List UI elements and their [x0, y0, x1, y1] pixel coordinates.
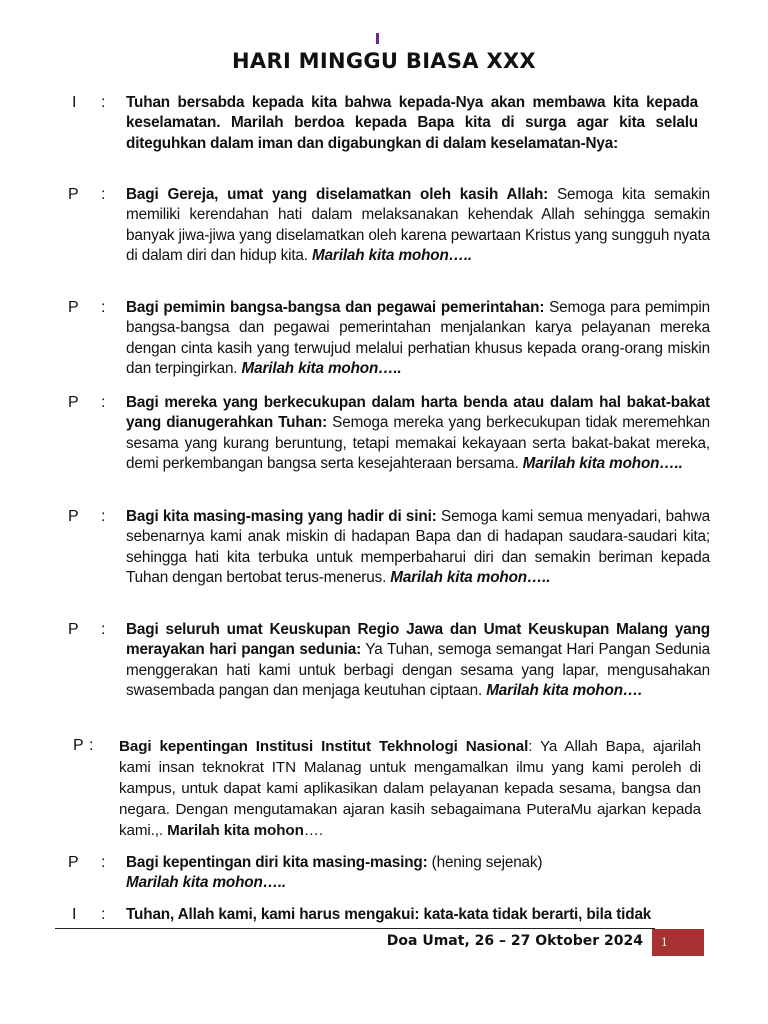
- prayer-body: Ya Tuhan, semoga semangat Hari Pangan Sedunia menggerakan hati kami untuk berbagi dengan sesama yang lapar, mengusahakan swasembada pangan dan menjaga keutuhan ciptaan.: [126, 641, 710, 699]
- prayer-response: Marilah kita mohon….: [486, 681, 643, 699]
- colon: :: [101, 394, 106, 411]
- prayer-heading: Bagi kita masing-masing yang hadir di sini:: [126, 508, 437, 525]
- prayer-heading: Bagi kepentingan Institusi Institut Tekhnologi Nasional: [119, 738, 529, 755]
- colon: :: [101, 906, 106, 923]
- speaker-label: P: [68, 854, 79, 871]
- prayer-heading: Bagi Gereja, umat yang diselamatkan oleh kasih Allah:: [126, 186, 549, 203]
- prayer-response: Marilah kita mohon: [167, 822, 304, 839]
- prayer-response: Marilah kita mohon…..: [311, 246, 473, 264]
- speaker-label: P: [68, 394, 79, 411]
- page-number-badge: [652, 929, 704, 956]
- footer-divider: [55, 928, 655, 929]
- prayer-heading: Bagi kepentingan diri kita masing-masing:: [126, 854, 428, 871]
- colon: :: [101, 186, 106, 203]
- prayer-heading: Tuhan, Allah kami, kami harus mengakui: kata-kata tidak berarti, bila tidak: [126, 906, 652, 923]
- prayer-response: Marilah kita mohon…..: [241, 359, 402, 377]
- prayer-body: : Ya Allah Bapa, ajarilah kami insan teknokrat ITN Malanag untuk mengamalkan ilmu yang kami peroleh di kampus, untuk dapat kami aplikasikan dalam pelayanan kepada sesama, bangsa dan negara. Dengan mengutamakan ajaran kasih sebagaimana PuteraMu ajarkan kepada kami.,.: [119, 738, 701, 839]
- prayer-heading: Bagi seluruh umat Keuskupan Regio Jawa dan Umat Keuskupan Malang yang merayakan hari pangan sedunia:: [126, 621, 710, 659]
- prayer-text: [126, 507, 710, 588]
- prayer-heading: Bagi mereka yang berkecukupan dalam harta benda atau dalam hal bakat-bakat yang dianugerahkan Tuhan:: [126, 394, 710, 432]
- header-mark: [376, 33, 379, 44]
- colon: :: [101, 299, 106, 316]
- prayer-body: Semoga para pemimpin bangsa-bangsa dan pegawai pemerintahan menjalankan karya pelayanan mereka dengan cinta kasih yang terwujud melalui perhatian khusus kepada orang-orang miskin dan terpingirkan.: [126, 299, 710, 377]
- prayer-body: (hening sejenak): [427, 854, 543, 871]
- prayer-text: [119, 736, 701, 841]
- speaker-label: I: [72, 906, 77, 923]
- colon: :: [101, 508, 106, 525]
- speaker-label: I: [72, 94, 77, 111]
- prayer-text: [126, 393, 710, 474]
- colon: :: [101, 621, 106, 638]
- colon: :: [101, 94, 106, 111]
- prayer-response-tail: ….: [303, 822, 323, 839]
- prayer-text: [126, 853, 710, 894]
- speaker-label: P: [73, 737, 84, 754]
- prayer-text: [126, 185, 710, 266]
- speaker-label: P: [68, 299, 79, 316]
- prayer-body: Semoga kami semua menyadari, bahwa sebenarnya kami anak miskin di hadapan Bapa dan di hadapan saudara-saudari kita; sehingga hati kita terbuka untuk memperbaharui diri dan semakin beriman kepada Tuhan dengan bertobat terus-menerus.: [126, 508, 710, 586]
- footer-date: Doa Umat, 26 – 27 Oktober 2024: [386, 933, 643, 949]
- prayer-response: Marilah kita mohon…..: [390, 568, 551, 586]
- prayer-response: Marilah kita mohon…..: [126, 874, 287, 892]
- colon: :: [89, 737, 94, 754]
- prayer-body: Semoga kita semakin memiliki kerendahan hati dalam melaksanakan kehendak Allah sehingga semakin banyak jiwa-jiwa yang diselamatkan oleh karena pewartaan Kristus yang sungguh nyata di dalam diri dan hidup kita.: [126, 186, 710, 264]
- prayer-text: [126, 905, 710, 925]
- speaker-label: P: [68, 508, 79, 525]
- page-title: HARI MINGGU BIASA XXX: [232, 49, 536, 73]
- prayer-body: Semoga mereka yang berkecukupan tidak meremehkan sesama yang kurang beruntung, tetapi memakai kekayaan serta bakat-bakat mereka, demi perkembangan bangsa serta kesejahteraan bersama.: [126, 414, 710, 472]
- prayer-response: Marilah kita mohon…..: [522, 454, 683, 472]
- prayer-heading: Bagi pemimin bangsa-bangsa dan pegawai pemerintahan:: [126, 299, 545, 316]
- speaker-label: P: [68, 186, 79, 203]
- speaker-label: P: [68, 621, 79, 638]
- prayer-heading: Tuhan bersabda kepada kita bahwa kepada-Nya akan membawa kita kepada keselamatan. Marilah berdoa kepada Bapa kita di surga agar kita selalu diteguhkan dalam iman dan digabungkan di dalam keselamatan-Nya:: [126, 94, 698, 152]
- prayer-text: [126, 620, 710, 701]
- colon: :: [101, 854, 106, 871]
- prayer-text: [126, 93, 698, 154]
- page-number: 1: [661, 934, 668, 949]
- prayer-text: [126, 298, 710, 379]
